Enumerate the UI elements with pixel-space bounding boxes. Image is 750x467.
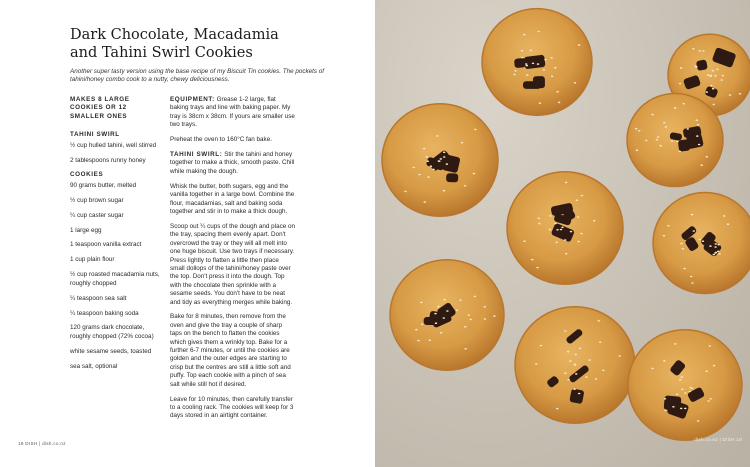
ingredient-item: ½ cup brown sugar (70, 196, 124, 204)
whisk-step: Whisk the butter, both sugars, egg and the vanilla together in a large bowl. Combine the flour, macadamias, salt and baking soda together and stir in to make a thick dough. (170, 182, 295, 215)
ingredient-item: sea salt, optional (70, 362, 118, 370)
ingredient-item: ¼ cup caster sugar (70, 211, 124, 219)
ingredient-item: ¼ teaspoon sea salt (70, 294, 127, 302)
tahini-ingredient-list (70, 142, 160, 165)
title-line-1: Dark Chocolate, Macadamia (70, 27, 279, 43)
cookie-photo (375, 0, 750, 467)
cookie (507, 172, 623, 285)
ingredient-item: white sesame seeds, toasted (70, 347, 152, 355)
cookie (482, 9, 592, 116)
bake-step: Bake for 8 minutes, then remove from the oven and give the tray a couple of sharp taps on the bench to flatten the cookies which gives them a wrinkly top. Bake for a further 6-7 minutes, or until the cookies are golden and the outer edges are starting to crisp but the centres are still a little soft and puffy. Top each cookie with a pinch of sea salt while still hot if desired. (170, 313, 291, 388)
ingredient-item: 2 tablespoons runny honey (70, 156, 146, 164)
title-line-2: and Tahini Swirl Cookies (70, 44, 253, 61)
ingredients-column (70, 96, 160, 378)
cookie (628, 330, 742, 441)
tahini-step-label: TAHINI SWIRL: (170, 151, 223, 159)
equipment-label: EQUIPMENT: (170, 96, 215, 103)
scoop-step: Scoop out ¼ cups of the dough and place on the tray, spacing them evenly apart. Don't overcrowd the tray or they will all melt into one huge biscuit. Use two trays if necessary. Press lightly to flatten a little then place small dollops of the tahini/honey paste over the top. Don't press it into the dough. Top with the chocolate then sprinkle with a sesame seeds. You don't have to be neat and tidy as everything merges while baking. (170, 222, 295, 306)
cookie (627, 93, 723, 186)
cool-step: Leave for 10 minutes, then carefully transfer to a cooling rack. The cookies will keep for 3 days stored in an airtight container. (170, 395, 294, 420)
footer-left: 18 DISH | dish.co.nz (18, 441, 66, 446)
ingredient-item: 120 grams dark chocolate, roughly chopped (72% cocoa) (70, 324, 154, 340)
ingredient-item: 1 cup plain flour (70, 256, 115, 264)
yield-heading: MAKES 8 LARGE COOKIES OR 12 SMALLER ONES (70, 96, 130, 120)
tahini-heading: TAHINI SWIRL (70, 131, 120, 139)
footer-right: dish.co.nz | DISH 19 (694, 437, 742, 442)
recipe-intro: Another super tasty version using the base recipe of my Biscuit Tin cookies. The pockets of tahini/honey combo cook to a nutty, chewy deliciousness. (70, 68, 325, 84)
cookie (653, 193, 750, 294)
cookies-heading: COOKIES (70, 171, 104, 179)
recipe-title (70, 27, 360, 62)
method-column (170, 96, 295, 427)
cookie-ingredient-list (70, 182, 160, 371)
ingredient-item: ¼ teaspoon baking soda (70, 309, 139, 317)
cookie-group (382, 9, 750, 441)
equipment-step (170, 96, 295, 130)
equipment-text: Grease 1-2 large, flat baking trays and line with baking paper. My tray is 38cm x 38cm. If yours are smaller use two trays. (170, 96, 295, 129)
preheat-step: Preheat the oven to 160°C fan bake. (170, 136, 272, 144)
cookie (382, 104, 498, 217)
tahini-step (170, 151, 295, 176)
ingredient-item: ½ cup roasted macadamia nuts, roughly chopped (70, 271, 160, 287)
tahini-step-text: Stir the tahini and honey together to make a thick, smooth paste. Chill while making the dough. (170, 151, 295, 175)
ingredient-item: ½ cup hulled tahini, well stirred (70, 141, 157, 149)
cookie (515, 307, 635, 423)
ingredient-item: 1 large egg (70, 226, 102, 234)
ingredient-item: 90 grams butter, melted (70, 181, 137, 189)
cookie (390, 260, 504, 371)
cookies-illustration (375, 0, 750, 467)
ingredient-item: 1 teaspoon vanilla extract (70, 241, 142, 249)
